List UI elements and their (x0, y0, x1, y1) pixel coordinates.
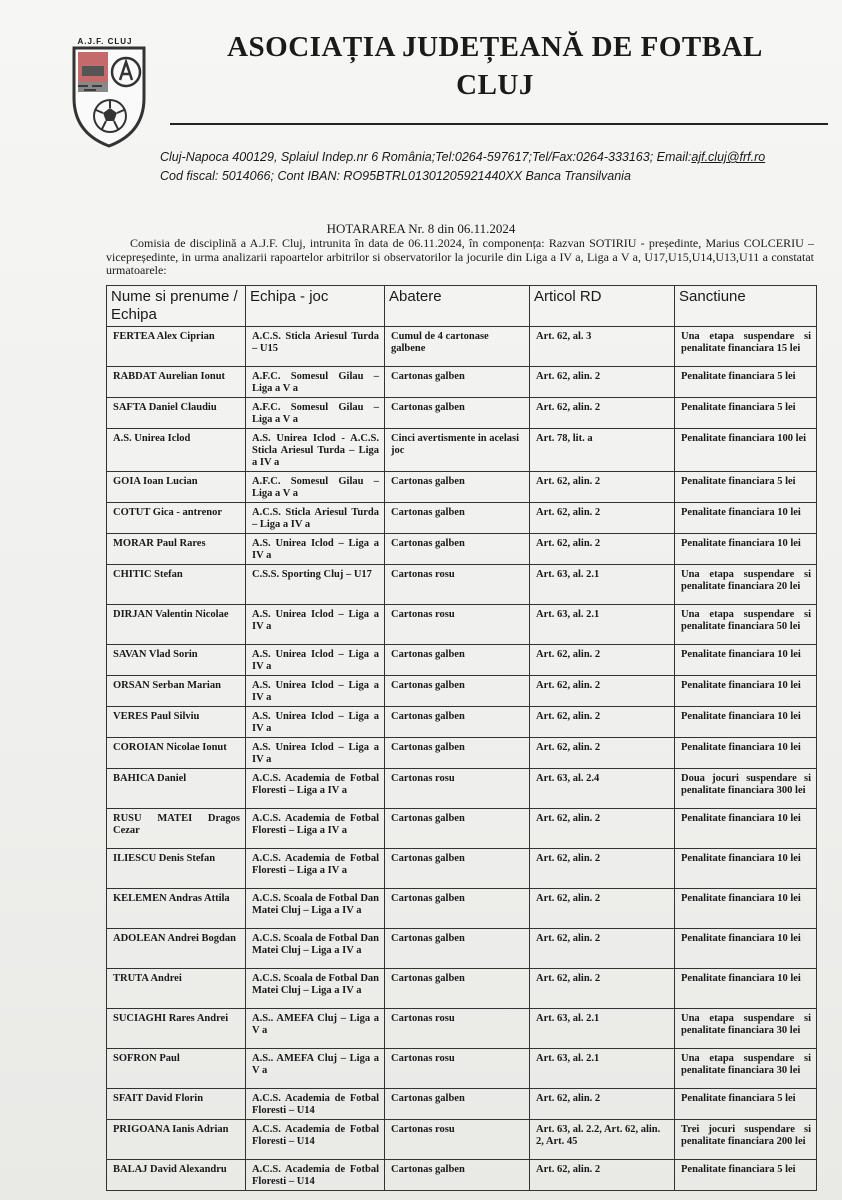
cell-sanction: Penalitate financiara 10 lei (675, 809, 817, 849)
header-name: Nume si prenume / Echipa (107, 286, 246, 327)
cell-article: Art. 63, al. 2.1 (530, 1049, 675, 1089)
cell-name: RUSU MATEI Dragos Cezar (107, 809, 246, 849)
table-header-row (107, 286, 817, 327)
cell-article: Art. 62, alin. 2 (530, 1160, 675, 1191)
cell-name: GOIA Ioan Lucian (107, 472, 246, 503)
cell-team: A.S. Unirea Iclod – Liga a IV a (246, 605, 385, 645)
cell-offense: Cartonas galben (385, 707, 530, 738)
cell-team: A.C.S. Sticla Ariesul Turda – Liga a IV a (246, 503, 385, 534)
cell-name: MORAR Paul Rares (107, 534, 246, 565)
cell-sanction: Penalitate financiara 10 lei (675, 645, 817, 676)
cell-offense: Cartonas galben (385, 503, 530, 534)
cell-offense: Cartonas galben (385, 849, 530, 889)
cell-offense: Cartonas galben (385, 969, 530, 1009)
cell-article: Art. 62, alin. 2 (530, 472, 675, 503)
contact-fiscal-line: Cod fiscal: 5014066; Cont IBAN: RO95BTRL01301205921440XX Banca Transilvania (160, 169, 631, 183)
header-offense: Abatere (385, 286, 530, 327)
cell-offense: Cartonas galben (385, 398, 530, 429)
ajf-cluj-crest-icon (70, 38, 148, 148)
cell-name: DIRJAN Valentin Nicolae (107, 605, 246, 645)
logo-caption: A.J.F. CLUJ (77, 37, 133, 46)
header-team: Echipa - joc (246, 286, 385, 327)
contact-block (160, 148, 765, 186)
cell-sanction: Una etapa suspendare si penalitate financiara 50 lei (675, 605, 817, 645)
cell-sanction: Penalitate financiara 5 lei (675, 1160, 817, 1191)
cell-offense: Cartonas rosu (385, 565, 530, 605)
table-row (107, 1160, 817, 1191)
table-row (107, 849, 817, 889)
cell-article: Art. 62, alin. 2 (530, 1089, 675, 1120)
cell-sanction: Penalitate financiara 5 lei (675, 398, 817, 429)
cell-article: Art. 63, al. 2.4 (530, 769, 675, 809)
cell-sanction: Una etapa suspendare si penalitate financiara 30 lei (675, 1009, 817, 1049)
table-row (107, 472, 817, 503)
cell-team: C.S.S. Sporting Cluj – U17 (246, 565, 385, 605)
header-article: Articol RD (530, 286, 675, 327)
cell-article: Art. 62, alin. 2 (530, 645, 675, 676)
cell-team: A.S. Unirea Iclod - A.C.S. Sticla Ariesul Turda – Liga a IV a (246, 429, 385, 472)
cell-offense: Cartonas galben (385, 472, 530, 503)
cell-article: Art. 62, alin. 2 (530, 707, 675, 738)
cell-sanction: Penalitate financiara 10 lei (675, 969, 817, 1009)
table-row (107, 565, 817, 605)
cell-name: FERTEA Alex Ciprian (107, 327, 246, 367)
table-row (107, 707, 817, 738)
cell-team: A.S.. AMEFA Cluj – Liga a V a (246, 1049, 385, 1089)
cell-offense: Cartonas galben (385, 738, 530, 769)
table-row (107, 503, 817, 534)
cell-sanction: Penalitate financiara 10 lei (675, 503, 817, 534)
cell-article: Art. 62, alin. 2 (530, 534, 675, 565)
cell-name: KELEMEN Andras Attila (107, 889, 246, 929)
cell-team: A.C.S. Scoala de Fotbal Dan Matei Cluj – Liga a IV a (246, 889, 385, 929)
cell-sanction: Penalitate financiara 5 lei (675, 1089, 817, 1120)
cell-team: A.C.S. Academia de Fotbal Floresti – Liga a IV a (246, 809, 385, 849)
cell-offense: Cartonas galben (385, 645, 530, 676)
cell-name: VERES Paul Silviu (107, 707, 246, 738)
table-row (107, 969, 817, 1009)
cell-offense: Cartonas rosu (385, 605, 530, 645)
cell-name: ADOLEAN Andrei Bogdan (107, 929, 246, 969)
cell-team: A.C.S. Scoala de Fotbal Dan Matei Cluj – Liga a IV a (246, 969, 385, 1009)
table-row (107, 429, 817, 472)
cell-offense: Cumul de 4 cartonase galbene (385, 327, 530, 367)
cell-team: A.S. Unirea Iclod – Liga a IV a (246, 676, 385, 707)
cell-sanction: Penalitate financiara 10 lei (675, 738, 817, 769)
contact-email-link[interactable]: ajf.cluj@frf.ro (691, 150, 766, 164)
cell-article: Art. 62, alin. 2 (530, 969, 675, 1009)
cell-offense: Cartonas galben (385, 1089, 530, 1120)
cell-sanction: Penalitate financiara 5 lei (675, 472, 817, 503)
cell-name: SAVAN Vlad Sorin (107, 645, 246, 676)
table-row (107, 1049, 817, 1089)
decision-title: HOTARAREA Nr. 8 din 06.11.2024 (326, 221, 516, 236)
cell-team: A.C.S. Scoala de Fotbal Dan Matei Cluj – Liga a IV a (246, 929, 385, 969)
cell-name: ORSAN Serban Marian (107, 676, 246, 707)
cell-article: Art. 63, al. 2.1 (530, 1009, 675, 1049)
cell-sanction: Trei jocuri suspendare si penalitate financiara 200 lei (675, 1120, 817, 1160)
sanctions-table (106, 285, 817, 1191)
cell-article: Art. 62, alin. 2 (530, 367, 675, 398)
cell-sanction: Una etapa suspendare si penalitate financiara 15 lei (675, 327, 817, 367)
cell-article: Art. 62, alin. 2 (530, 849, 675, 889)
cell-sanction: Una etapa suspendare si penalitate financiara 30 lei (675, 1049, 817, 1089)
cell-offense: Cartonas rosu (385, 769, 530, 809)
cell-team: A.F.C. Somesul Gilau – Liga a V a (246, 472, 385, 503)
cell-offense: Cartonas galben (385, 809, 530, 849)
cell-name: CHITIC Stefan (107, 565, 246, 605)
cell-name: TRUTA Andrei (107, 969, 246, 1009)
table-row (107, 769, 817, 809)
cell-offense: Cartonas galben (385, 889, 530, 929)
table-row (107, 889, 817, 929)
cell-team: A.C.S. Academia de Fotbal Floresti – Liga a IV a (246, 769, 385, 809)
cell-team: A.F.C. Somesul Gilau – Liga a V a (246, 398, 385, 429)
cell-sanction: Doua jocuri suspendare si penalitate financiara 300 lei (675, 769, 817, 809)
cell-team: A.S. Unirea Iclod – Liga a IV a (246, 534, 385, 565)
cell-article: Art. 62, alin. 2 (530, 676, 675, 707)
cell-sanction: Penalitate financiara 10 lei (675, 534, 817, 565)
cell-team: A.C.S. Academia de Fotbal Floresti – Liga a IV a (246, 849, 385, 889)
cell-team: A.F.C. Somesul Gilau – Liga a V a (246, 367, 385, 398)
cell-offense: Cartonas galben (385, 367, 530, 398)
organization-title (170, 28, 820, 104)
cell-sanction: Penalitate financiara 10 lei (675, 849, 817, 889)
cell-team: A.C.S. Academia de Fotbal Floresti – U14 (246, 1089, 385, 1120)
cell-offense: Cartonas galben (385, 676, 530, 707)
cell-article: Art. 62, alin. 2 (530, 929, 675, 969)
table-row (107, 929, 817, 969)
header-divider (170, 123, 828, 125)
cell-offense: Cartonas galben (385, 929, 530, 969)
cell-offense: Cartonas galben (385, 1160, 530, 1191)
cell-name: COTUT Gica - antrenor (107, 503, 246, 534)
cell-article: Art. 62, alin. 2 (530, 738, 675, 769)
organization-title-line2: CLUJ (456, 69, 534, 101)
cell-sanction: Penalitate financiara 100 lei (675, 429, 817, 472)
cell-name: SOFRON Paul (107, 1049, 246, 1089)
table-row (107, 676, 817, 707)
cell-sanction: Una etapa suspendare si penalitate financiara 20 lei (675, 565, 817, 605)
cell-name: A.S. Unirea Iclod (107, 429, 246, 472)
cell-article: Art. 62, alin. 2 (530, 809, 675, 849)
table-row (107, 738, 817, 769)
cell-offense: Cartonas rosu (385, 1120, 530, 1160)
cell-name: BAHICA Daniel (107, 769, 246, 809)
cell-offense: Cartonas rosu (385, 1049, 530, 1089)
cell-article: Art. 63, al. 2.2, Art. 62, alin. 2, Art. 45 (530, 1120, 675, 1160)
cell-article: Art. 62, alin. 2 (530, 889, 675, 929)
contact-address-line (160, 148, 765, 167)
table-row (107, 605, 817, 645)
organization-title-line1: ASOCIAȚIA JUDEȚEANĂ DE FOTBAL (227, 31, 763, 63)
table-row (107, 1009, 817, 1049)
cell-team: A.S. Unirea Iclod – Liga a IV a (246, 645, 385, 676)
cell-sanction: Penalitate financiara 10 lei (675, 707, 817, 738)
contact-address: Cluj-Napoca 400129, Splaiul Indep.nr 6 România;Tel:0264-597617;Tel/Fax:0264-333163; Email: (160, 150, 692, 164)
header-sanction: Sanctiune (675, 286, 817, 327)
table-row (107, 534, 817, 565)
cell-sanction: Penalitate financiara 10 lei (675, 889, 817, 929)
cell-team: A.S.. AMEFA Cluj – Liga a V a (246, 1009, 385, 1049)
cell-name: SUCIAGHI Rares Andrei (107, 1009, 246, 1049)
cell-offense: Cartonas galben (385, 534, 530, 565)
cell-sanction: Penalitate financiara 10 lei (675, 676, 817, 707)
cell-sanction: Penalitate financiara 10 lei (675, 929, 817, 969)
cell-article: Art. 78, lit. a (530, 429, 675, 472)
table-row (107, 1089, 817, 1120)
cell-team: A.C.S. Academia de Fotbal Floresti – U14 (246, 1120, 385, 1160)
cell-article: Art. 62, al. 3 (530, 327, 675, 367)
table-row (107, 367, 817, 398)
cell-name: SAFTA Daniel Claudiu (107, 398, 246, 429)
cell-name: SFAIT David Florin (107, 1089, 246, 1120)
cell-name: ILIESCU Denis Stefan (107, 849, 246, 889)
table-row (107, 1120, 817, 1160)
table-row (107, 398, 817, 429)
table-row (107, 327, 817, 367)
cell-name: PRIGOANA Ianis Adrian (107, 1120, 246, 1160)
cell-article: Art. 62, alin. 2 (530, 398, 675, 429)
cell-name: BALAJ David Alexandru (107, 1160, 246, 1191)
cell-article: Art. 62, alin. 2 (530, 503, 675, 534)
cell-team: A.S. Unirea Iclod – Liga a IV a (246, 738, 385, 769)
cell-article: Art. 63, al. 2.1 (530, 605, 675, 645)
cell-team: A.C.S. Academia de Fotbal Floresti – U14 (246, 1160, 385, 1191)
table-row (107, 809, 817, 849)
cell-team: A.S. Unirea Iclod – Liga a IV a (246, 707, 385, 738)
cell-offense: Cartonas rosu (385, 1009, 530, 1049)
cell-article: Art. 63, al. 2.1 (530, 565, 675, 605)
cell-sanction: Penalitate financiara 5 lei (675, 367, 817, 398)
cell-name: COROIAN Nicolae Ionut (107, 738, 246, 769)
decision-intro: Comisia de disciplină a A.J.F. Cluj, intrunita în data de 06.11.2024, în componența: Razvan SOTIRIU - președinte, Marius COLCERIU – vicepreședinte, in urma analizarii rapoartelor arbitrilor si observatorilor la jocurile din Liga a IV a, Liga a V a, U17,U15,U14,U13,U11 a constatat urmatoarele: (106, 236, 814, 277)
table-row (107, 645, 817, 676)
cell-offense: Cinci avertismente in acelasi joc (385, 429, 530, 472)
cell-team: A.C.S. Sticla Ariesul Turda – U15 (246, 327, 385, 367)
cell-name: RABDAT Aurelian Ionut (107, 367, 246, 398)
